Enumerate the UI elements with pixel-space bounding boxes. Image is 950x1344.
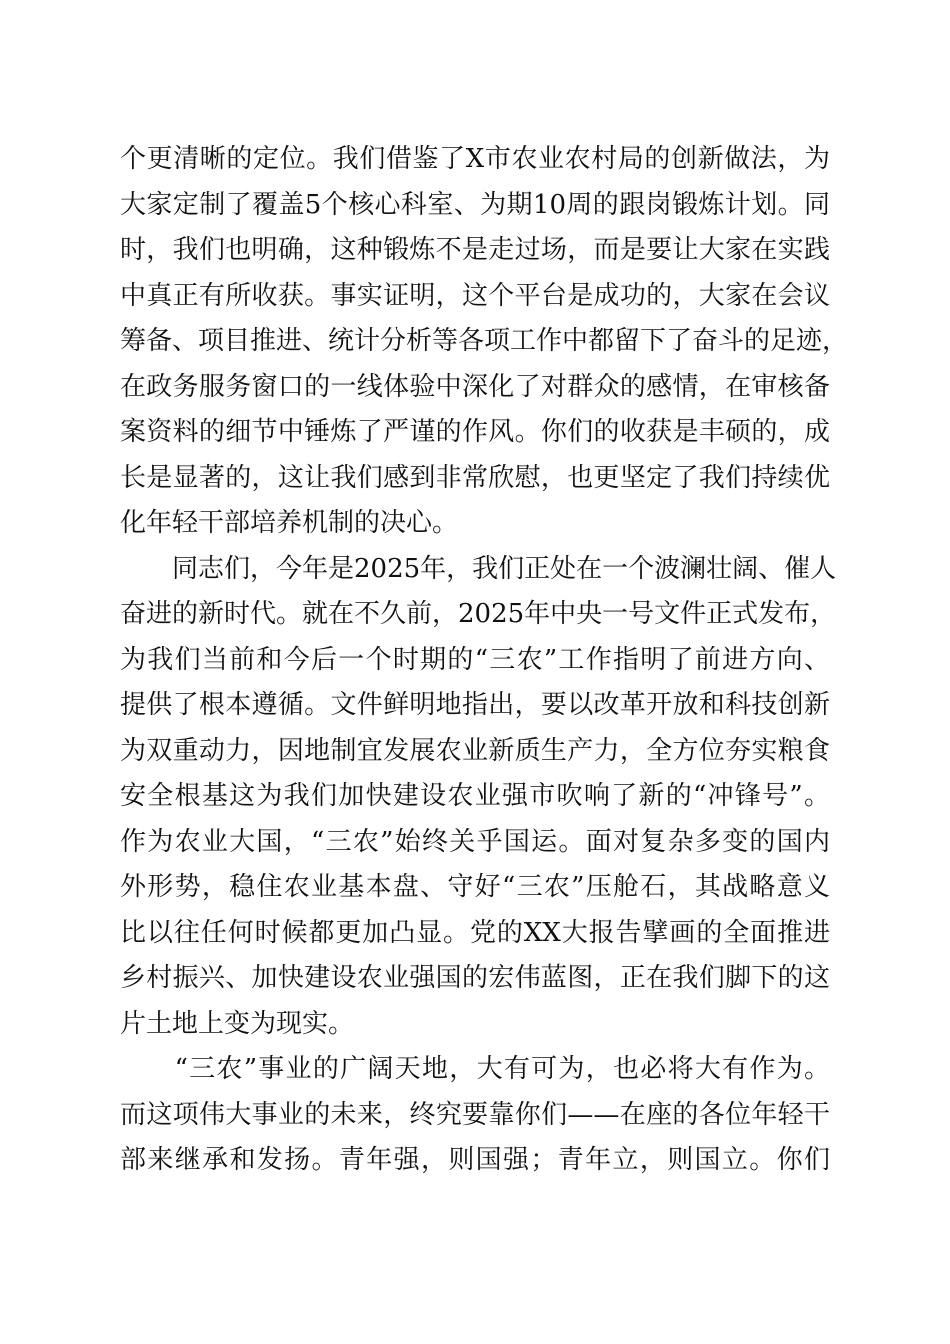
- text-line: “三农”事业的广阔天地，大有可为，也必将大有作为。: [120, 1054, 830, 1084]
- text-line: 片土地上变为现实。: [120, 1008, 355, 1039]
- text-line: 而这项伟大事业的未来，终究要靠你们——在座的各位年轻干: [120, 1099, 830, 1130]
- text-line: 中真正有所收获。事实证明，这个平台是成功的，大家在会议: [120, 280, 830, 311]
- text-line: 长是显著的，这让我们感到非常欣慰，也更坚定了我们持续优: [120, 462, 830, 493]
- text-line: 案资料的细节中锤炼了严谨的作风。你们的收获是丰硕的，成: [120, 417, 830, 447]
- text-line: 部来继承和发扬。青年强，则国强；青年立，则国立。你们: [120, 1145, 830, 1175]
- text-line: 大家定制了覆盖5个核心科室、为期10周的跟岗锻炼计划。同: [120, 189, 830, 220]
- text-line: 化年轻干部培养机制的决心。: [120, 508, 459, 538]
- text-line: 为双重动力，因地制宜发展农业新质生产力，全方位夯实粮食: [120, 735, 830, 766]
- text-line: 安全根基这为我们加快建设农业强市吹响了新的“冲锋号”。: [120, 781, 830, 811]
- text-line: 奋进的新时代。就在不久前，2025年中央一号文件正式发布，: [120, 599, 837, 629]
- text-line: 时，我们也明确，这种锻炼不是走过场，而是要让大家在实践: [120, 235, 830, 265]
- text-line: 乡村振兴、加快建设农业强国的宏伟蓝图，正在我们脚下的这: [120, 963, 830, 993]
- text-line: 作为农业大国，“三农”始终关乎国运。面对复杂多变的国内: [120, 826, 830, 857]
- body-text: [120, 137, 849, 1184]
- text-line: 个更清晰的定位。我们借鉴了X市农业农村局的创新做法，为: [120, 144, 830, 174]
- text-line: 筹备、项目推进、统计分析等各项工作中都留下了奋斗的足迹，: [120, 326, 849, 356]
- text-line: 外形势，稳住农业基本盘、守好“三农”压舱石，其战略意义: [120, 872, 830, 902]
- text-line: 同志们，今年是2025年，我们正处在一个波澜壮阔、催人: [120, 553, 837, 584]
- text-line: 提供了根本遵循。文件鲜明地指出，要以改革开放和科技创新: [120, 690, 830, 720]
- text-line: 比以往任何时候都更加凸显。党的XX大报告擘画的全面推进: [120, 917, 830, 948]
- text-line: 为我们当前和今后一个时期的“三农”工作指明了前进方向、: [120, 644, 830, 675]
- text-line: 在政务服务窗口的一线体验中深化了对群众的感情，在审核备: [120, 371, 830, 402]
